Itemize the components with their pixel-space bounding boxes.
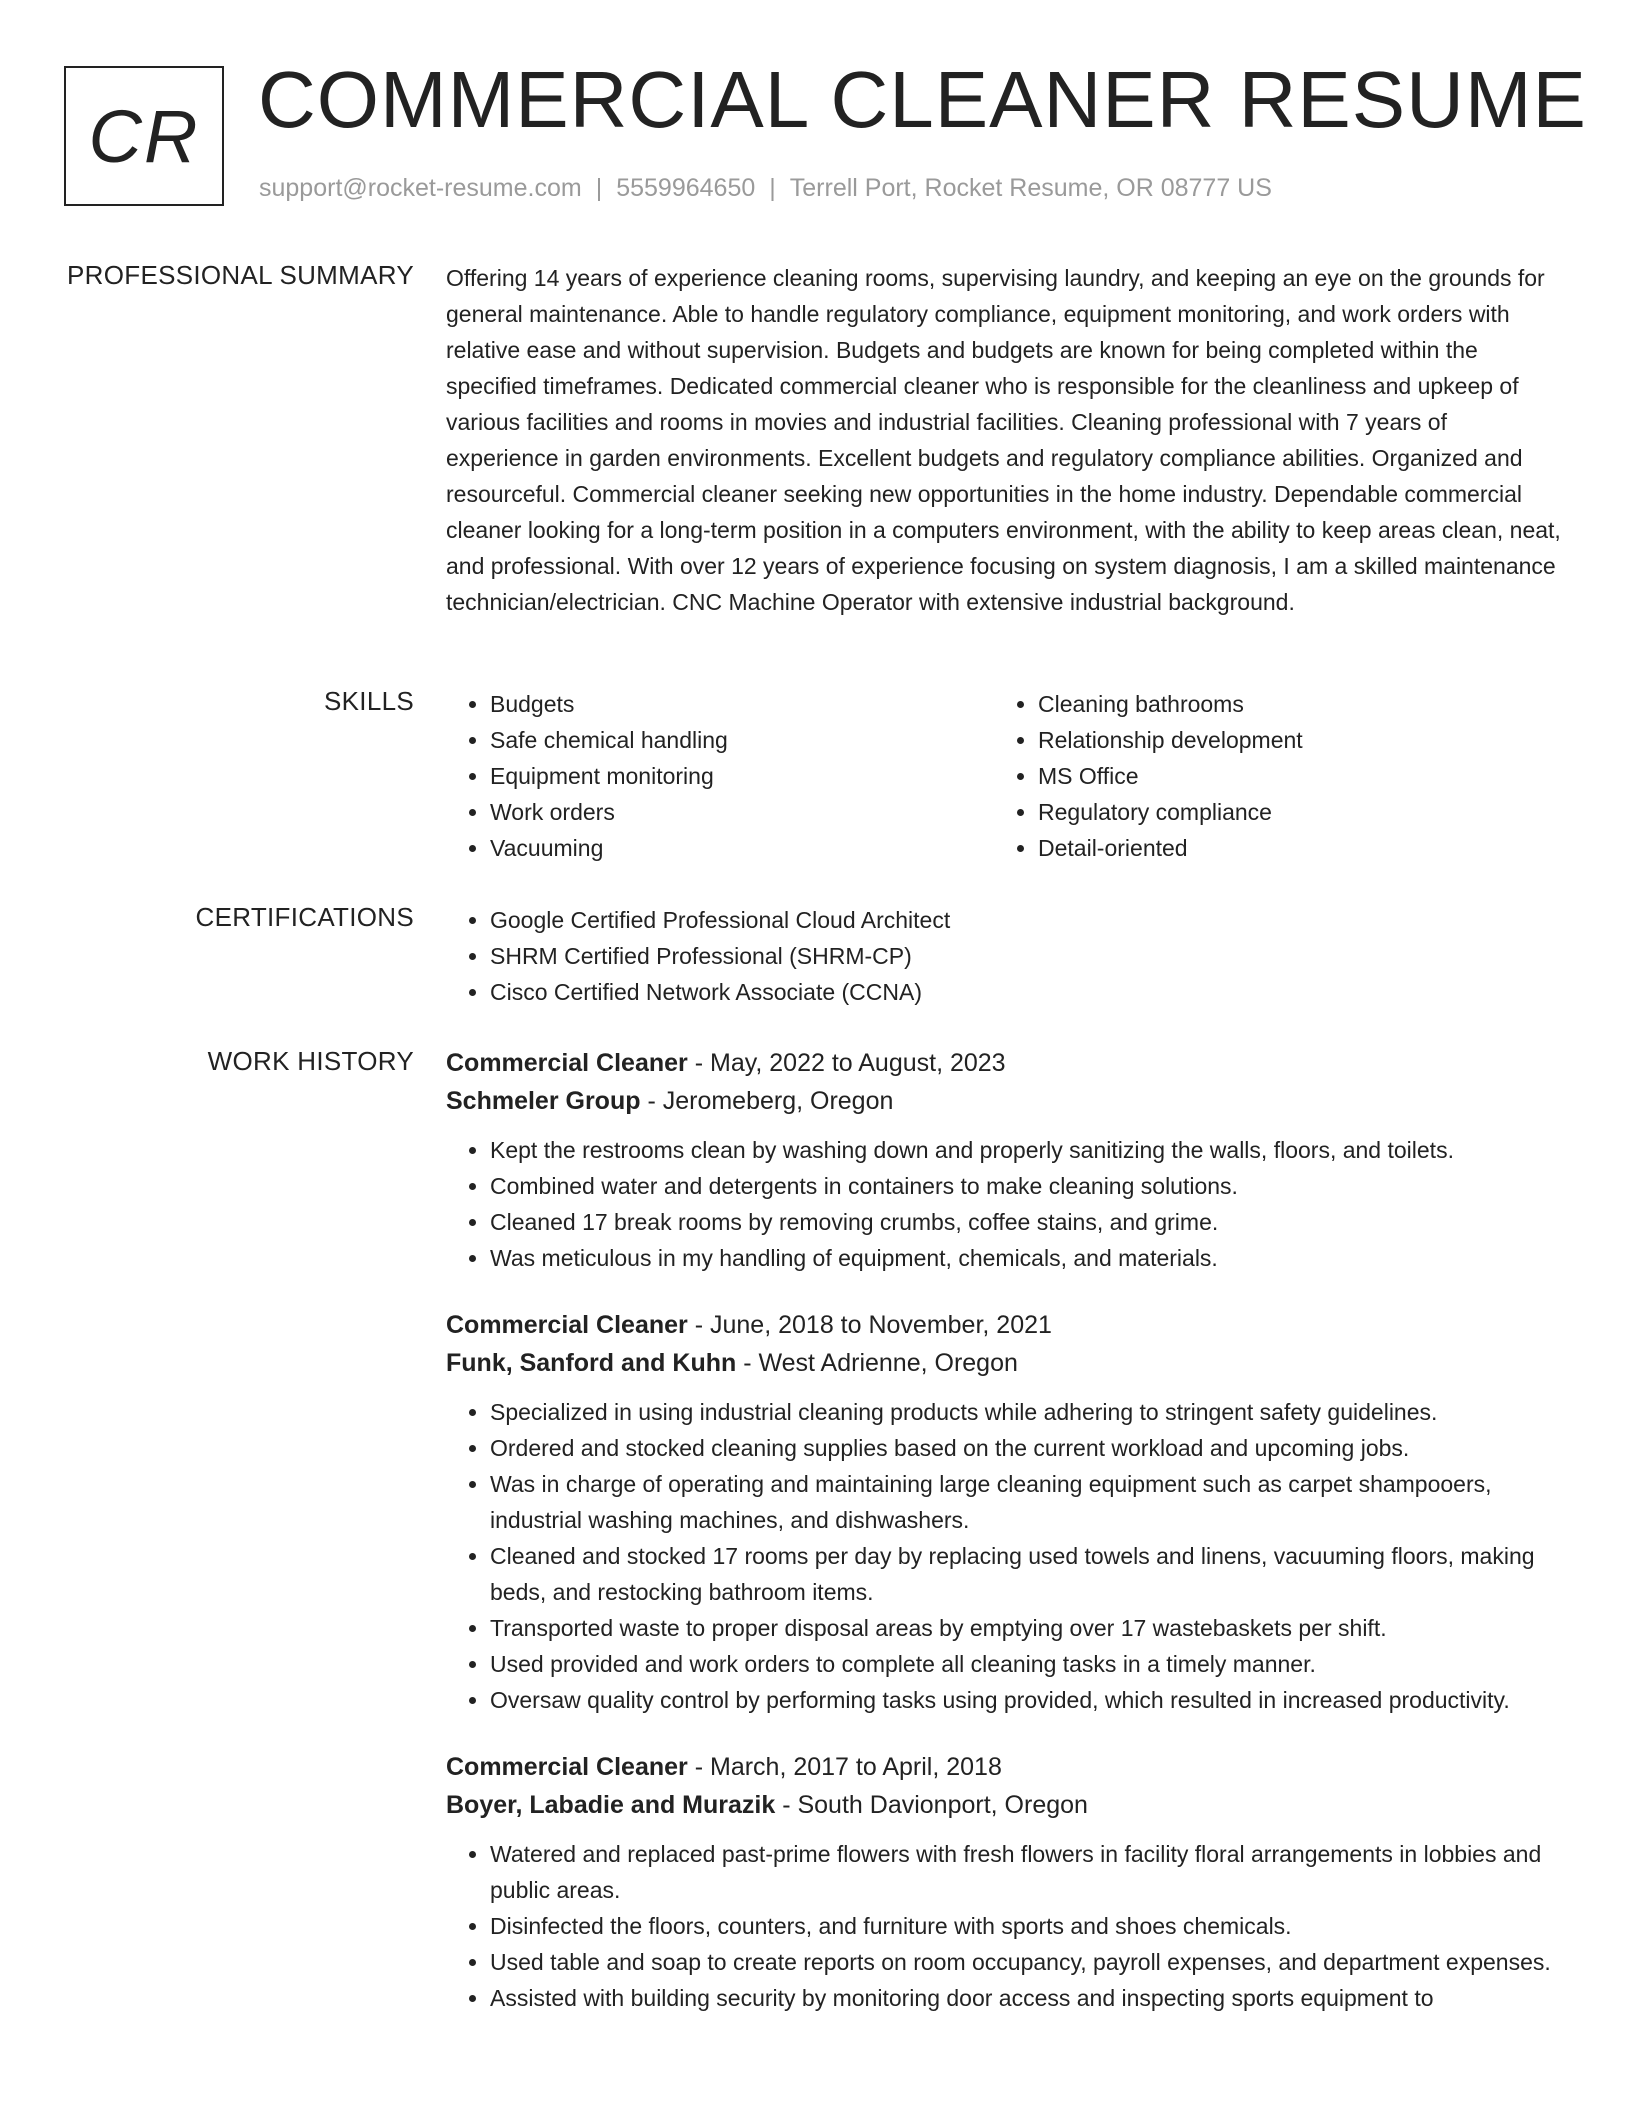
list-item: • Disinfected the floors, counters, and furniture with sports and shoes chemicals. — [490, 1908, 1562, 1944]
list-item: • Regulatory compliance — [1038, 794, 1542, 830]
contact-line — [259, 174, 1272, 203]
contact-separator: | — [769, 174, 776, 202]
job-company: Boyer, Labadie and Murazik — [446, 1791, 776, 1819]
job-bullets — [446, 1132, 1562, 1276]
section-label-certifications: CERTIFICATIONS — [195, 902, 414, 932]
certifications-list — [446, 902, 1562, 1010]
job-dates: - May, 2022 to August, 2023 — [687, 1049, 1006, 1077]
job-entry — [446, 1748, 1562, 2016]
job-company: Schmeler Group — [446, 1087, 641, 1115]
list-item: • Used provided and work orders to complete all cleaning tasks in a timely manner. — [490, 1646, 1562, 1682]
section-label-summary: PROFESSIONAL SUMMARY — [67, 260, 414, 290]
list-item: • Relationship development — [1038, 722, 1542, 758]
summary-text: Offering 14 years of experience cleaning rooms, supervising laundry, and keeping an eye on the grounds for general maintenance. Able to handle regulatory compliance, equipment monitoring, and work orders with relative ease and without supervision. Budgets and budgets are known for being completed within the specified timeframes. Dedicated commercial cleaner who is responsible for the cleanliness and upkeep of various facilities and rooms in movies and industrial facilities. Cleaning professional with 7 years of experience in garden environments. Excellent budgets and regulatory compliance abilities. Organized and resourceful. Commercial cleaner seeking new opportunities in the home industry. Dependable commercial cleaner looking for a long-term position in a computers environment, with the ability to keep areas clean, neat, and professional. With over 12 years of experience focusing on system diagnosis, I am a skilled maintenance technician/electrician. CNC Machine Operator with extensive industrial background. — [446, 265, 1561, 615]
skills-list-left — [446, 686, 994, 866]
job-title: Commercial Cleaner — [446, 1049, 688, 1077]
list-item: • Cleaned 17 break rooms by removing crumbs, coffee stains, and grime. — [490, 1204, 1562, 1240]
contact-email: support@rocket-resume.com — [259, 174, 582, 202]
job-company: Funk, Sanford and Kuhn — [446, 1349, 737, 1377]
monogram-initials: CR — [88, 94, 200, 178]
work-history-body — [446, 1044, 1562, 2016]
skills-list-right — [994, 686, 1542, 866]
job-entry — [446, 1044, 1562, 1276]
list-item: • MS Office — [1038, 758, 1542, 794]
contact-separator: | — [595, 174, 603, 202]
section-label-work-history: WORK HISTORY — [207, 1046, 414, 1076]
list-item: • Budgets — [490, 686, 994, 722]
section-label-skills: SKILLS — [324, 686, 414, 716]
certifications-body — [446, 902, 1562, 1010]
list-item: • Equipment monitoring — [490, 758, 994, 794]
list-item: • Safe chemical handling — [490, 722, 994, 758]
list-item: • Specialized in using industrial cleaning products while adhering to stringent safety guidelines. — [490, 1394, 1562, 1430]
job-title: Commercial Cleaner — [446, 1311, 688, 1339]
list-item: • Cisco Certified Network Associate (CCNA) — [490, 974, 1562, 1010]
job-title: Commercial Cleaner — [446, 1753, 688, 1781]
job-company-line — [446, 1082, 1562, 1120]
resume-title: COMMERCIAL CLEANER RESUME — [258, 55, 1587, 144]
list-item: • Was meticulous in my handling of equipment, chemicals, and materials. — [490, 1240, 1562, 1276]
list-item: • Watered and replaced past-prime flowers with fresh flowers in facility floral arrangements in lobbies and public areas. — [490, 1836, 1562, 1908]
job-entry — [446, 1306, 1562, 1718]
job-dates: - March, 2017 to April, 2018 — [687, 1753, 1002, 1781]
job-title-line — [446, 1306, 1562, 1344]
list-item: • Combined water and detergents in containers to make cleaning solutions. — [490, 1168, 1562, 1204]
job-bullets — [446, 1394, 1562, 1718]
list-item: • Vacuuming — [490, 830, 994, 866]
list-item: • Cleaned and stocked 17 rooms per day by replacing used towels and linens, vacuuming floors, making beds, and restocking bathroom items. — [490, 1538, 1562, 1610]
list-item: • Cleaning bathrooms — [1038, 686, 1542, 722]
list-item: • Transported waste to proper disposal areas by emptying over 17 wastebaskets per shift. — [490, 1610, 1562, 1646]
job-company-line — [446, 1786, 1562, 1824]
job-bullets — [446, 1836, 1562, 2016]
list-item: • SHRM Certified Professional (SHRM-CP) — [490, 938, 1562, 974]
job-company-line — [446, 1344, 1562, 1382]
job-location: - Jeromeberg, Oregon — [640, 1087, 894, 1115]
contact-phone: 5559964650 — [616, 174, 756, 202]
list-item: • Used table and soap to create reports on room occupancy, payroll expenses, and department expenses. — [490, 1944, 1562, 1980]
list-item: • Oversaw quality control by performing tasks using provided, which resulted in increased productivity. — [490, 1682, 1562, 1718]
list-item: • Kept the restrooms clean by washing down and properly sanitizing the walls, floors, and toilets. — [490, 1132, 1562, 1168]
list-item: • Work orders — [490, 794, 994, 830]
job-location: - South Davionport, Oregon — [775, 1791, 1088, 1819]
contact-address: Terrell Port, Rocket Resume, OR 08777 US — [789, 174, 1272, 202]
skills-body — [446, 686, 1562, 866]
job-title-line — [446, 1044, 1562, 1082]
monogram-box — [64, 66, 224, 206]
list-item: • Assisted with building security by monitoring door access and inspecting sports equipment to — [490, 1980, 1562, 2016]
list-item: • Ordered and stocked cleaning supplies based on the current workload and upcoming jobs. — [490, 1430, 1562, 1466]
list-item: • Google Certified Professional Cloud Architect — [490, 902, 1562, 938]
list-item: • Detail-oriented — [1038, 830, 1542, 866]
list-item: • Was in charge of operating and maintaining large cleaning equipment such as carpet shampooers, industrial washing machines, and dishwashers. — [490, 1466, 1562, 1538]
job-title-line — [446, 1748, 1562, 1786]
job-dates: - June, 2018 to November, 2021 — [687, 1311, 1052, 1339]
summary-body — [446, 260, 1562, 620]
job-location: - West Adrienne, Oregon — [736, 1349, 1018, 1377]
